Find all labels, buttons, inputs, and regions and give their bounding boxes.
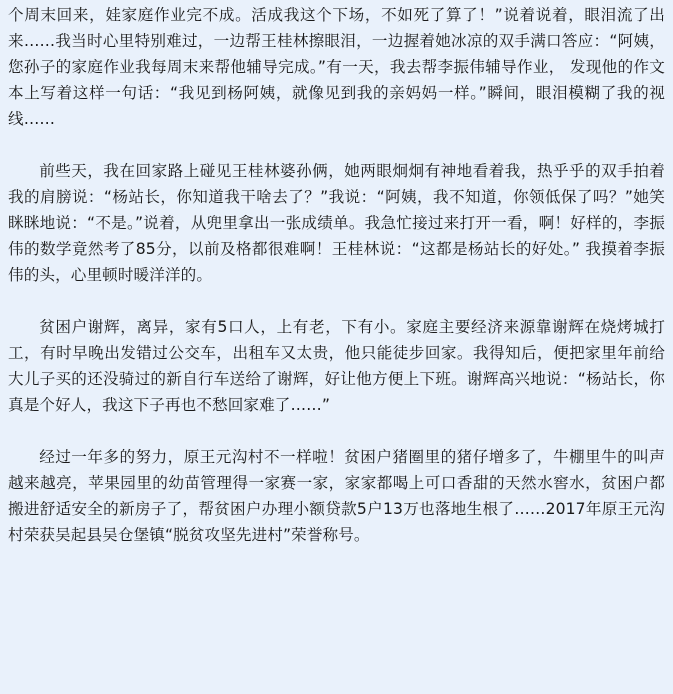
paragraph-gap <box>8 418 665 444</box>
paragraph-continuation: 个周末回来，娃家庭作业完不成。活成我这个下场，不如死了算了！”说着说着，眼泪流了出来……我当时心里特别难过，一边帮王桂林擦眼泪，一边握着她冰凉的双手满口答应：“阿姨，您孙子的家庭作业我每周末来帮他辅导完成。”有一天，我去帮李振伟辅导作业， 发现他的作文本上写着这样一句话：“我见到杨阿姨，就像见到我的亲妈妈一样。”瞬间，眼泪模糊了我的视线…… <box>8 6 665 128</box>
paragraph-report-card: 前些天，我在回家路上碰见王桂林婆孙俩，她两眼炯炯有神地看着我，热乎乎的双手拍着我的肩膀说：“杨站长，你知道我干啥去了？”我说：“阿姨，我不知道，你领低保了吗？”她笑眯眯地说：“不是。”说着，从兜里拿出一张成绩单。我急忙接过来打开一看，啊！好样的，李振伟的数学竟然考了85分，以前及格都很难啊！王桂林说：“这都是杨站长的好处。” 我摸着李振伟的头，心里顿时暖洋洋的。 <box>8 162 665 284</box>
paragraph-xie-hui: 贫困户谢辉，离异，家有5口人，上有老，下有小。家庭主要经济来源靠谢辉在烧烤城打工，有时早晚出发错过公交车，出租车又太贵，他只能徒步回家。我得知后，便把家里年前给大儿子买的还没骑过的新自行车送给了谢辉，好让他方便上下班。谢辉高兴地说：“杨站长，你真是个好人，我这下子再也不愁回家难了……” <box>8 318 665 414</box>
paragraph-village-result: 经过一年多的努力，原王元沟村不一样啦！贫困户猪圈里的猪仔增多了，牛棚里牛的叫声越来越亮，苹果园里的幼苗管理得一家赛一家，家家都喝上可口香甜的天然水窖水，贫困户都搬进舒适安全的新房子了，帮贫困户办理小额贷款5户13万也落地生根了……2017年原王元沟村荣获吴起县吴仓堡镇“脱贫攻坚先进村”荣誉称号。 <box>8 448 665 544</box>
article-page <box>0 2 673 694</box>
paragraph-gap <box>8 132 665 158</box>
paragraph-gap <box>8 288 665 314</box>
